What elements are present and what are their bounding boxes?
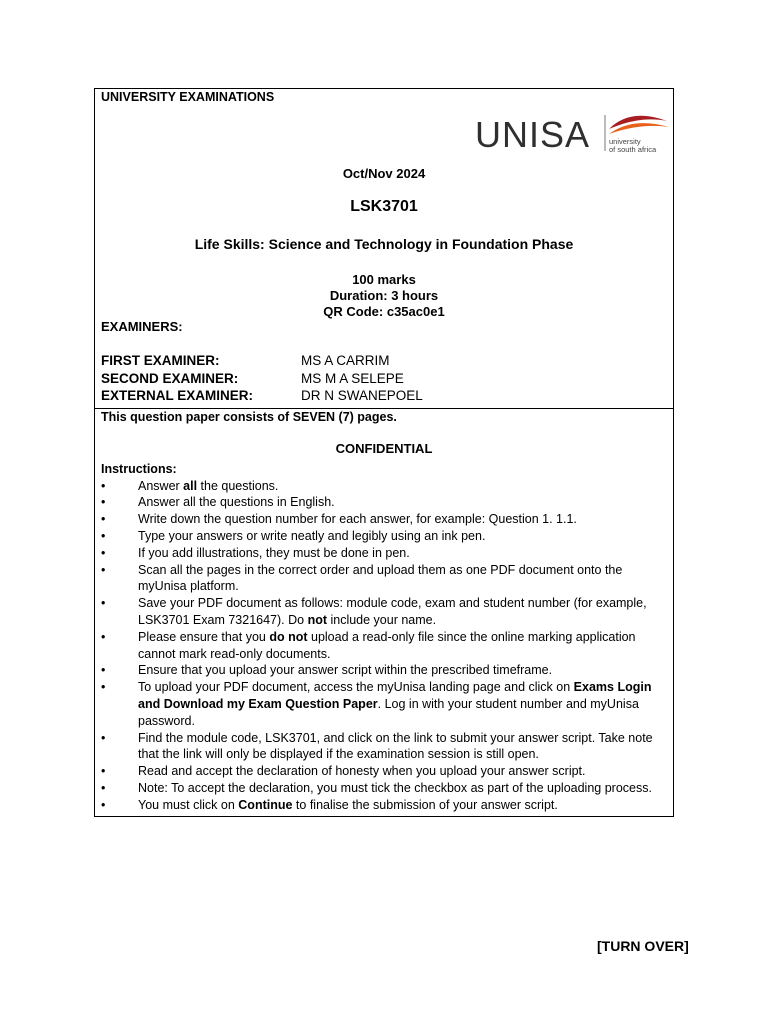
examiner-row [101,388,423,403]
exam-heading: UNIVERSITY EXAMINATIONS [101,90,275,104]
examiner-name: MS M A SELEPE [301,371,404,386]
bullet-icon: • [101,629,106,644]
instruction-item [101,478,667,495]
instruction-text: To upload your PDF document, access the myUnisa landing page and click on [138,680,574,695]
bullet-icon: • [101,495,106,510]
module-title: Life Skills: Science and Technology in Foundation Phase [194,236,574,252]
exam-cover-frame [94,88,674,817]
qr-code-label: QR Code: c35ac0e1 [323,304,445,319]
logo-swoosh-dark [609,116,667,129]
logo-line2: of south africa [609,145,657,154]
bullet-icon: • [101,663,106,678]
instruction-item [101,595,667,629]
bullet-icon: • [101,730,106,745]
instruction-item [101,763,667,780]
examiners-heading: EXAMINERS: [101,319,183,334]
bullet-icon: • [101,512,106,527]
instruction-text: Ensure that you upload your answer script within the prescribed timeframe. [138,663,553,678]
instruction-emphasis: Exams Login and Download my Exam Question Paper [138,680,652,711]
instruction-item [101,511,667,528]
instruction-item [101,562,667,596]
examiner-role: SECOND EXAMINER: [101,371,239,386]
examiner-row [101,353,390,368]
logo-line1: university [609,137,641,146]
exam-meta [95,272,673,320]
bullet-icon: • [101,528,106,543]
instruction-text: You must click on [138,797,239,812]
instruction-text: If you add illustrations, they must be done in pen. [138,545,410,560]
instruction-text: Type your answers or write neatly and legibly using an ink pen. [138,528,486,543]
instruction-text: Scan all the pages in the correct order and upload them as one PDF document onto the myUnisa platform. [138,562,623,594]
bullet-icon: • [101,545,106,560]
instruction-item [101,730,667,764]
cover-body [95,409,673,816]
instruction-item [101,629,667,663]
instruction-emphasis: do not [269,629,308,644]
examiner-name: DR N SWANEPOEL [301,388,423,403]
bullet-icon: • [101,562,106,577]
instruction-item [101,662,667,679]
instruction-text: Note: To accept the declaration, you must tick the checkbox as part of the uploading process. [138,780,652,795]
bullet-icon: • [101,680,106,695]
module-code: LSK3701 [350,198,418,215]
examiner-row [101,371,404,386]
instruction-text: upload a read-only file since the online marking application cannot mark read-only documents. [138,629,636,661]
instruction-text: Save your PDF document as follows: module code, exam and student number (for example, LSK3701 Exam 7321647). Do [138,596,647,627]
examiner-role: FIRST EXAMINER: [101,353,220,368]
unisa-logo [475,107,675,157]
cover-header [95,89,673,409]
examiner-name: MS A CARRIM [301,353,390,368]
instruction-text: . Log in with your student number and myUnisa password. [138,696,639,728]
bullet-icon: • [101,478,106,493]
duration: Duration: 3 hours [329,288,439,303]
instruction-item [101,797,667,814]
unisa-wordmark: UNISA [475,114,591,155]
instructions-list [101,478,667,814]
instruction-text: Write down the question number for each answer, for example: Question 1. 1.1. [138,512,577,527]
turn-over-label: [TURN OVER] [597,938,689,954]
instruction-item [101,780,667,797]
total-marks: 100 marks [352,272,416,287]
bullet-icon: • [101,797,106,812]
confidential-label: CONFIDENTIAL [335,440,433,456]
instruction-item [101,528,667,545]
instruction-text: Answer [138,478,184,493]
exam-date: Oct/Nov 2024 [342,166,426,181]
page-count-note: This question paper consists of SEVEN (7) pages. [101,410,397,424]
instruction-emphasis: all [183,478,198,493]
bullet-icon: • [101,780,106,795]
examiner-role: EXTERNAL EXAMINER: [101,388,254,403]
instruction-text: include your name. [327,612,437,627]
bullet-icon: • [101,764,106,779]
instruction-item [101,679,667,729]
instruction-text: to finalise the submission of your answer script. [292,797,558,812]
instruction-emphasis: Continue [238,797,293,812]
instruction-item [101,494,667,511]
instruction-text: Read and accept the declaration of honesty when you upload your answer script. [138,764,586,779]
bullet-icon: • [101,596,106,611]
instruction-text: the questions. [197,478,279,493]
instruction-text: Find the module code, LSK3701, and click on the link to submit your answer script. Take note that the link will only be displayed if the examination session is still open. [138,730,653,762]
instruction-emphasis: not [307,612,327,627]
instruction-text: Answer all the questions in English. [138,495,335,510]
instruction-item [101,545,667,562]
instructions-heading: Instructions: [101,461,177,476]
instruction-text: Please ensure that you [138,629,270,644]
